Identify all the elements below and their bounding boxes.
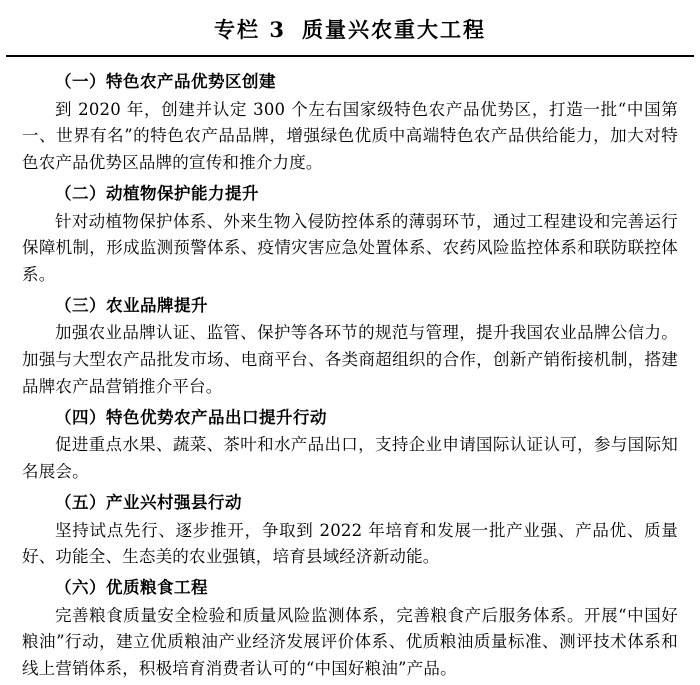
section-heading-1: （一）特色农产品优势区创建	[55, 72, 276, 91]
box-title-text: 质量兴农重大工程	[301, 17, 486, 42]
section-heading-5: （五）产业兴村强县行动	[55, 492, 242, 512]
section-body-5: 坚持试点先行、逐步推开，争取到 2022 年培育和发展一批产业强、产品优、质量好、功能全、生态美的农业强镇，培育县域经济新动能。	[22, 520, 678, 567]
section-heading-2: （二）动植物保护能力提升	[55, 183, 259, 203]
box-content	[0, 57, 700, 683]
section-body-2: 针对动植物保护体系、外来生物入侵防控体系的薄弱环节，通过工程建设和完善运行保障机制，形成监测预警体系、疫情灾害应急处置体系、农药风险监控体系和联防联控体系。	[22, 211, 678, 285]
section-heading-6: （六）优质粮食工程	[55, 577, 208, 597]
section-body-6: 完善粮食质量安全检验和质量风险监测体系，完善粮食产后服务体系。开展“中国好粮油”行动，建立优质粮油产业经济发展评价体系、优质粮油质量标准、测评技术体系和线上营销体系，积极培育消费者认可的“中国好粮油”产品。	[22, 605, 678, 679]
box-title	[0, 0, 700, 55]
section-body-3: 加强农业品牌认证、监管、保护等各环节的规范与管理，提升我国农业品牌公信力。加强与大型农产品批发市场、电商平台、各类商超组织的合作，创新产销衔接机制，搭建品牌农产品营销推介平台。	[22, 323, 678, 396]
section-heading-4: （四）特色优势农产品出口提升行动	[55, 407, 327, 427]
section-heading-3: （三）农业品牌提升	[55, 295, 208, 315]
section-body-4: 促进重点水果、蔬菜、茶叶和水产品出口，支持企业申请国际认证认可，参与国际知名展会。	[22, 435, 678, 482]
section-body-1: 到 2020 年，创建并认定 300 个左右国家级特色农产品优势区，打造一批“中国第一、世界有名”的特色农产品品牌，增强绿色优质中高端特色农产品供给能力，加大对特色农产品优势区品牌的宣传和推介力度。	[22, 99, 678, 173]
box-label: 专栏 3	[214, 17, 286, 42]
